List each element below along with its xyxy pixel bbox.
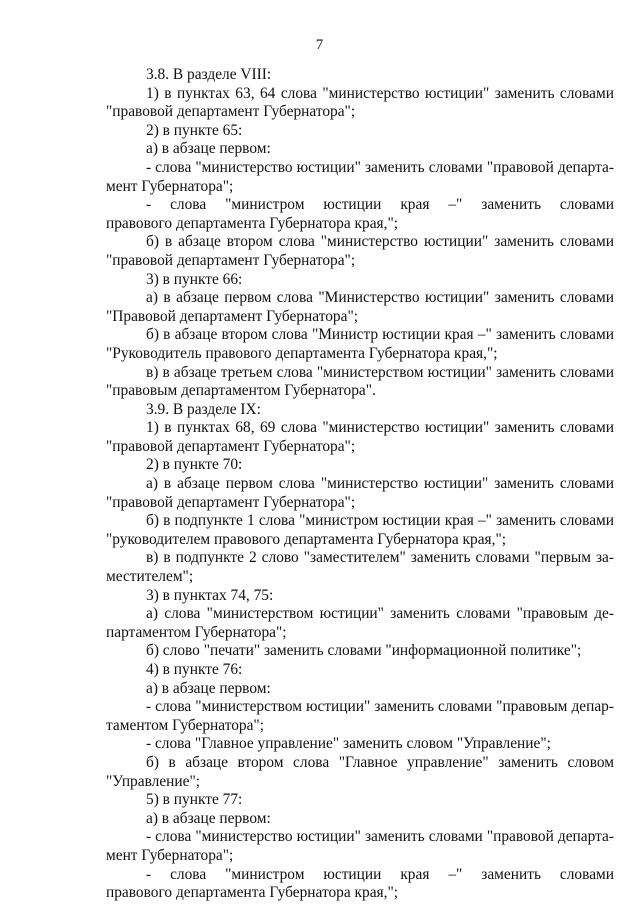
paragraph-line: - слова "министром юстиции края –" заменить словами bbox=[146, 196, 614, 214]
paragraph-line: в) в подпункте 2 слово "заместителем" заменить словами "первым за- bbox=[146, 549, 614, 567]
paragraph-line: в) в абзаце третьем слова "министерством юстиции" заменить словами bbox=[146, 363, 614, 381]
paragraph-line: 2) в пункте 70: bbox=[146, 456, 243, 474]
paragraph-line: "правовым департаментом Губернатора". bbox=[106, 382, 376, 400]
paragraph-line: "правовой департамент Губернатора"; bbox=[106, 437, 356, 455]
paragraph-line: "Правовой департамент Губернатора"; bbox=[106, 307, 358, 325]
paragraph-line: - слова "министром юстиции края –" заменить словами bbox=[146, 865, 614, 883]
paragraph-line: б) в подпункте 1 слова "министром юстиции края –" заменить словами bbox=[146, 512, 614, 530]
paragraph-line: а) в абзаце первом: bbox=[146, 809, 271, 827]
paragraph-line: "Управление"; bbox=[106, 772, 201, 790]
page-number: 7 bbox=[315, 37, 324, 53]
paragraph-line: "правовой департамент Губернатора"; bbox=[106, 493, 356, 511]
paragraph-line: а) в абзаце первом слова "министерство юстиции" заменить словами bbox=[146, 475, 614, 493]
paragraph-line: мент Губернатора"; bbox=[106, 177, 234, 195]
paragraph-line: "Руководитель правового департамента Губернатора края,"; bbox=[106, 344, 498, 362]
paragraph-line: таментом Губернатора"; bbox=[106, 716, 264, 734]
section-heading: 3.8. В разделе VIII: bbox=[146, 66, 272, 83]
paragraph-line: б) в абзаце втором слова "Министр юстиции края –" заменить словами bbox=[146, 326, 614, 344]
document-body bbox=[106, 66, 614, 903]
paragraph-line: 3) в пунктах 74, 75: bbox=[146, 586, 274, 604]
paragraph-line: а) слова "министерством юстиции" заменить словами "правовым де- bbox=[146, 605, 614, 623]
paragraph-line: а) в абзаце первом: bbox=[146, 140, 271, 158]
paragraph-line: правового департамента Губернатора края,"; bbox=[106, 214, 399, 232]
paragraph-line: "правовой департамент Губернатора"; bbox=[106, 103, 356, 121]
paragraph-line: местителем"; bbox=[106, 568, 194, 586]
paragraph-line: - слова "министерство юстиции" заменить словами "правовой департа- bbox=[146, 828, 614, 846]
paragraph-line: "правовой департамент Губернатора"; bbox=[106, 251, 356, 269]
paragraph-line: - слова "министерство юстиции" заменить словами "правовой департа- bbox=[146, 158, 614, 176]
paragraph-line: мент Губернатора"; bbox=[106, 846, 234, 864]
paragraph-line: 3) в пункте 66: bbox=[146, 270, 243, 288]
paragraph-line: 2) в пункте 65: bbox=[146, 121, 243, 139]
paragraph-line: б) в абзаце втором слова "Главное управление" заменить словом bbox=[146, 753, 614, 771]
paragraph-line: - слова "Главное управление" заменить словом "Управление"; bbox=[146, 735, 551, 753]
paragraph-line: 5) в пункте 77: bbox=[146, 791, 243, 809]
paragraph-line: 1) в пунктах 68, 69 слова "министерство юстиции" заменить словами bbox=[146, 419, 614, 437]
paragraph-line: правового департамента Губернатора края,"; bbox=[106, 884, 399, 902]
paragraph-line: б) слово "печати" заменить словами "информационной политике"; bbox=[146, 642, 582, 660]
paragraph-line: б) в абзаце втором слова "министерство юстиции" заменить словами bbox=[146, 233, 614, 251]
paragraph-line: партаментом Губернатора"; bbox=[106, 623, 287, 641]
paragraph-line: "руководителем правового департамента Губернатора края,"; bbox=[106, 530, 507, 548]
paragraph-line: - слова "министерством юстиции" заменить словами "правовым депар- bbox=[146, 698, 614, 716]
paragraph-line: 1) в пунктах 63, 64 слова "министерство юстиции" заменить словами bbox=[146, 84, 614, 102]
paragraph-line: а) в абзаце первом: bbox=[146, 679, 271, 697]
paragraph-line: а) в абзаце первом слова "Министерство юстиции" заменить словами bbox=[146, 289, 614, 307]
section-heading: 3.9. В разделе IX: bbox=[146, 400, 261, 418]
paragraph-line: 4) в пункте 76: bbox=[146, 661, 243, 678]
